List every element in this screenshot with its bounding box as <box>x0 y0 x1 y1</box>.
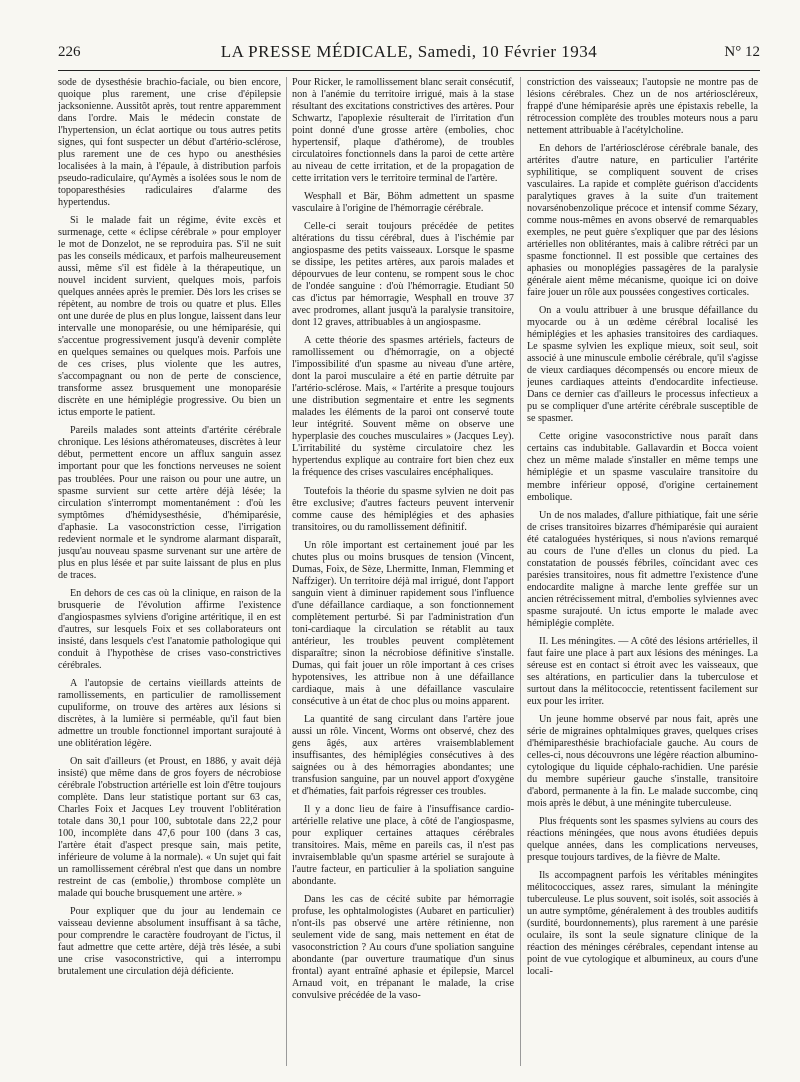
section-heading-meningites: II. Les méningites. — A côté des lésions artérielles, il faut faire une place à part aux lésions des méninges. La séreuse est en contact si étroit avec les vaisseaux, que ses altérations, en particulier dans la tuberculose et surtout dans la mélitococcie, retentissent facilement sur eux pour les irriter. <box>527 635 758 707</box>
paragraph: La quantité de sang circulant dans l'artère joue aussi un rôle. Vincent, Worms ont observé, chez des gens âgés, aux artères vraisemblablement insuffisantes, des hémiplégies consécutives à des saignées ou à des hémorragies abondantes; une transfusion sanguine, par un nouvel apport d'oxygène et d'hématies, fait parfois régresser ces troubles. <box>292 713 514 797</box>
paragraph: A l'autopsie de certains vieillards atteints de ramollissements, en particulier de ramollissement cupuliforme, on trouve des artères aux lésions si discrètes, à la lumière si perméable, qu'il faut bien admettre un trouble fonctionnel important surajouté à une oblitération légère. <box>58 677 281 749</box>
paragraph: Cette origine vasoconstrictive nous paraît dans certains cas indubitable. Gallavardin et Bocca voient chez un même malade s'installer en même temps une hémiplégie et un spasme vasculaire transitoire du membre inférieur opposé, d'origine certainement embolique. <box>527 431 758 503</box>
header-rule <box>58 70 760 71</box>
paragraph: Il y a donc lieu de faire à l'insuffisance cardio-artérielle relative une place, à côté de l'angiospasme, pour expliquer certaines attaques cérébrales transitoires. Mais, même en pareils cas, il n'est pas invraisemblable qu'un spasme artériel se surajoute à l'autre facteur, en particulier à la spoliation sanguine abondante. <box>292 803 514 887</box>
journal-title: LA PRESSE MÉDICALE, Samedi, 10 Février 1934 <box>220 42 598 61</box>
paragraph: Un rôle important est certainement joué par les chutes plus ou moins brusques de tension (Vincent, Dumas, Foix, de Sèze, Lhermitte, Inman, Flemming et Naffziger). Un territoire déjà mal irrigué, dont l'apport sanguin vient à diminuer rapidement sous l'influence d'une défaillance cardiaque, a son fonctionnement complètement perturbé. Si par l'administration d'un toni-cardiaque la circulation se rétablit au taux antérieur, les troubles peuvent complètement disparaître; sinon la nécrobiose définitive s'installe. Dumas, qui fait jouer un rôle important à ces crises hypotensives, les attribue non à une défaillance cardiaque, mais à une défaillance vasculaire consécutive à un état de choc plus ou moins apparent. <box>292 539 514 707</box>
paragraph: Celle-ci serait toujours précédée de petites altérations du tissu cérébral, dues à l'ischémie par angiospasme des petits vaisseaux. Lorsque le spasme se dissipe, les petites artères, aux parois malades et dépourvues de leur contenu, se rompent sous le choc de l'ondée sanguine : d'où l'hémorragie. Etudiant 50 cas d'ictus par hémorragie, Wesphall en trouve 37 avec prodromes, allant jusqu'à la paralysie transitoire, dont 12 graves, attribuables à un angiospasme. <box>292 221 514 329</box>
column-2 <box>292 77 514 1066</box>
column-divider <box>520 77 521 1066</box>
paragraph: Un jeune homme observé par nous fait, après une série de migraines ophtalmiques graves, quelques crises d'hémiparesthésie brachiofaciale gauche. Au cours de celles-ci, nous découvrons une légère réaction albumino-cytologique du liquide céphalo-rachidien. Une parésie du membre supérieur gauche s'installe, transitoire d'abord, permanente à la fin. Le malade succombe, cinq mois après le début, à une méningite tuberculeuse. <box>527 713 758 809</box>
paragraph: Dans les cas de cécité subite par hémorragie profuse, les ophtalmologistes (Aubaret en particulier) n'ont-ils pas observé une artère rétinienne, non seulement vide de sang, mais nettement en état de vasoconstriction ? Au cours d'une spoliation sanguine abondante (par ouverture traumatique d'un sinus frontal) ayant entraîné aphasie et épilepsie, Marcel Arnaud voit, en trépanant le malade, la crise convulsive précédée de la vaso- <box>292 894 514 1002</box>
paragraph: On sait d'ailleurs (et Proust, en 1886, y avait déjà insisté) que même dans de gros foyers de nécrobiose cérébrale l'obstruction artérielle est loin d'être toujours complète. Dans leur statistique portant sur 63 cas, Charles Foix et Jacques Ley trouvent l'oblitération totale dans 30,1 pour 100, subtotale dans 22,2 pour 100, incomplète dans 47,6 pour 100 (dans 3 cas, l'artère était d'aspect presque sain, mais petite, inférieure de volume à la normale). « Un sujet qui fait un ramollissement cérébral n'est que dans un nombre restreint de cas (embolie,) thrombose complète un malade qui bouche brusquement une artère. » <box>58 755 281 900</box>
paragraph: Toutefois la théorie du spasme sylvien ne doit pas être exclusive; d'autres facteurs peuvent intervenir comme cause des hémiplégies et des aphasies transitoires, ou du ramollissement définitif. <box>292 485 514 533</box>
paragraph: Plus fréquents sont les spasmes sylviens au cours des réactions méningées, que nous avons étudiées depuis quelque années, dans les complications nerveuses, presque toujours tardives, de la fièvre de Malte. <box>527 815 758 863</box>
paragraph: A cette théorie des spasmes artériels, facteurs de ramollissement ou d'hémorragie, on a objecté l'impossibilité d'un spasme au niveau d'une artère, dont la paroi musculaire a été en partie détruite par l'artério-sclérose. Mais, « l'artérite a presque toujours une distribution segmentaire et entre les segments malades les éléments de la paroi ont conservé toute leur intégrité. Souvent même on observe une hyperplasie des couches musculaires » (Jacques Ley). L'irritabilité du système circulatoire chez les hypertendus explique au contraire fort bien chez eux la fréquence des crises vasculaires encéphaliques. <box>292 335 514 479</box>
paragraph: Si le malade fait un régime, évite excès et surmenage, cette « éclipse cérébrale » pour employer le mot de Donzelot, ne se reproduira pas. S'il ne suit pas les conseils médicaux, et parfois malheureusement aussi, même s'il est fidèle à la thérapeutique, un nouvel incident survient, quelques mois, parfois quelques années après le premier. Dès lors les crises se répètent, au nombre de trois ou quatre et plus. Elles ont une durée de plus en plus longue, laissent dans leur intervalle une monoparésie, ou une hémiparésie, qui s'accentue progressivement jusqu'à devenir complète en quelques semaines ou quelques mois. Parfois une de ces crises, plus violente que les autres, s'accompagnant ou non de perte de conscience, transforme assez brusquement une monoparésie discrète en une hémiplégie progressive. Ou bien un ictus emporte le patient. <box>58 215 281 419</box>
column-1 <box>58 77 281 1066</box>
paragraph: Ils accompagnent parfois les véritables méningites mélitococciques, assez rares, simulant la méningite tuberculeuse. Le plus souvent, soit isolés, soit associés à un autre symptôme, généralement à des troubles auditifs (surdité, bourdonnements), plus rarement à une parésie oculaire, ils sont la seule signature clinique de la réaction des méninges cérébrales, cependant intense au point de vue cytologique et albumineux, au cours d'une locali- <box>527 869 758 978</box>
paragraph: On a voulu attribuer à une brusque défaillance du myocarde ou à un œdème cérébral localisé les hémiplégies et les aphasies transitoires des cardiaques. Le spasme sylvien les explique mieux, soit seul, soit associé à une minuscule embolie cérébrale, qu'il s'agisse de vieux cardiaques décompensés ou encore mieux de jeunes cardiaques atteints d'endocardite infectieuse. Dans ce dernier cas d'ailleurs le processus infectieux a pu se compliquer d'une artérite cérébrale susceptible de se spasmer. <box>527 305 758 425</box>
column-divider <box>286 77 287 1066</box>
paragraph: Pour expliquer que du jour au lendemain ce vaisseau devienne absolument insuffisant à sa tâche, pour comprendre le caractère foudroyant de l'ictus, il faut admettre que cette artère, déjà très lésée, a subi une crise vasoconstrictive, qui a interrompu brutalement une circulation déjà déficiente. <box>58 906 281 978</box>
paragraph: En dehors de ces cas où la clinique, en raison de la brusquerie de l'évolution affirme l'existence d'angiospasmes sylviens d'origine artéritique, il en est d'autres, sur lesquels Foix et ses collaborateurs ont insisté, dans lesquels c'est l'anatomie pathologique qui conduit à l'hypothèse de crises vaso-constrictives cérébrales. <box>58 587 281 671</box>
paragraph: Un de nos malades, d'allure pithiatique, fait une série de crises transitoires bizarres d'hémiparésie qui auraient été cataloguées hystériques, si nous n'avions remarqué au cours de l'une d'elles un clonus du pied. La constatation de poussés fébriles, coïncidant avec ces parésies transitoires, nous fit admettre l'existence d'une endocardite maligne à marche lente greffée sur un ancien rétrécissement mitral, d'embolies sylviennes avec spasme surajouté. Un ictus emporte le malade avec hémiplégie complète. <box>527 509 758 629</box>
paragraph: Pour Ricker, le ramollissement blanc serait consécutif, non à l'anémie du territoire irrigué, mais à la stase résultant des excitations constrictives des artères. Pour Schwartz, l'apoplexie résulterait de l'irritation d'un point donné d'une grosse artère (embolies, choc hypertensif, plaque d'athérome), de troubles circulatoires fonctionnels dans la paroi de cette artère au niveau de cette irritation, et de la propagation de cette irritation vers le territoire terminal de l'artère. <box>292 77 514 185</box>
paragraph: sode de dysesthésie brachio-faciale, ou bien encore, quoique plus rarement, une crise d'épilepsie jacksonienne. Aussitôt après, tout rentre apparemment dans l'ordre. Mais le médecin constate de l'hypertension, un éclat aortique ou tous autres petits signes, qui font suspecter un début d'artério-sclérose, plus rarement une de ces hypo ou anesthésies localisées à la main, à l'épaule, à distribution parfois pseudo-radiculaire, qu'Aymès a isolées sous le nom de topoparesthésies radiculaires d'alarme des hypertendus. <box>58 77 281 209</box>
column-3 <box>527 77 758 1066</box>
page-number: 226 <box>58 44 81 60</box>
page-header <box>58 42 760 68</box>
paragraph: Pareils malades sont atteints d'artérite cérébrale chronique. Les lésions athéromateuses, discrètes à leur début, permettent encore un afflux sanguin assez important pour que les fonctions nerveuses ne soient pas troublées. Pour une raison ou pour une autre, un spasme survient sur cette artère déjà lésée; la circulation s'interrompt momentanément : d'où les symptômes d'hémidysesthésie, d'hémiparésie, d'aphasie. La vasoconstriction cesse, l'irrigation redevient normale et le syndrome alarmant disparaît, jusqu'au nouveau spasme survenant sur une artère de plus en plus lésée et par suite laissant de plus en plus de traces. <box>58 425 281 581</box>
paragraph: constriction des vaisseaux; l'autopsie ne montre pas de lésions cérébrales. Chez un de nos artérioscléreux, frappé d'une hémiparésie après une épistaxis rebelle, la rétrocession complète des troubles moteurs nous a paru nettement attribuable à l'acétylcholine. <box>527 77 758 137</box>
paragraph: Wesphall et Bär, Böhm admettent un spasme vasculaire à l'origine de l'hémorragie cérébrale. <box>292 191 514 215</box>
paragraph: En dehors de l'artériosclérose cérébrale banale, des artérites d'autre nature, en particulier l'artérite syphilitique, se compliquent souvent de crises vasculaires. La rapide et complète guérison d'accidents paralytiques graves à la suite d'un traitement novarsénobenzolique précoce et intensif comme Sézary, comme nous-mêmes en avons observé de remarquables exemples, ne peut guère s'expliquer que par des lésions artérielles non oblitérantes, mais à calibre rétréci par un spasme fonctionnel. Il est possible que certaines des aphasies ou monoplégies passagères de la paralysie générale aient même mécanisme, quoique ici on doive faire jouer un rôle aux poussées congestives corticales. <box>527 143 758 299</box>
issue-number: N° 12 <box>724 44 760 60</box>
